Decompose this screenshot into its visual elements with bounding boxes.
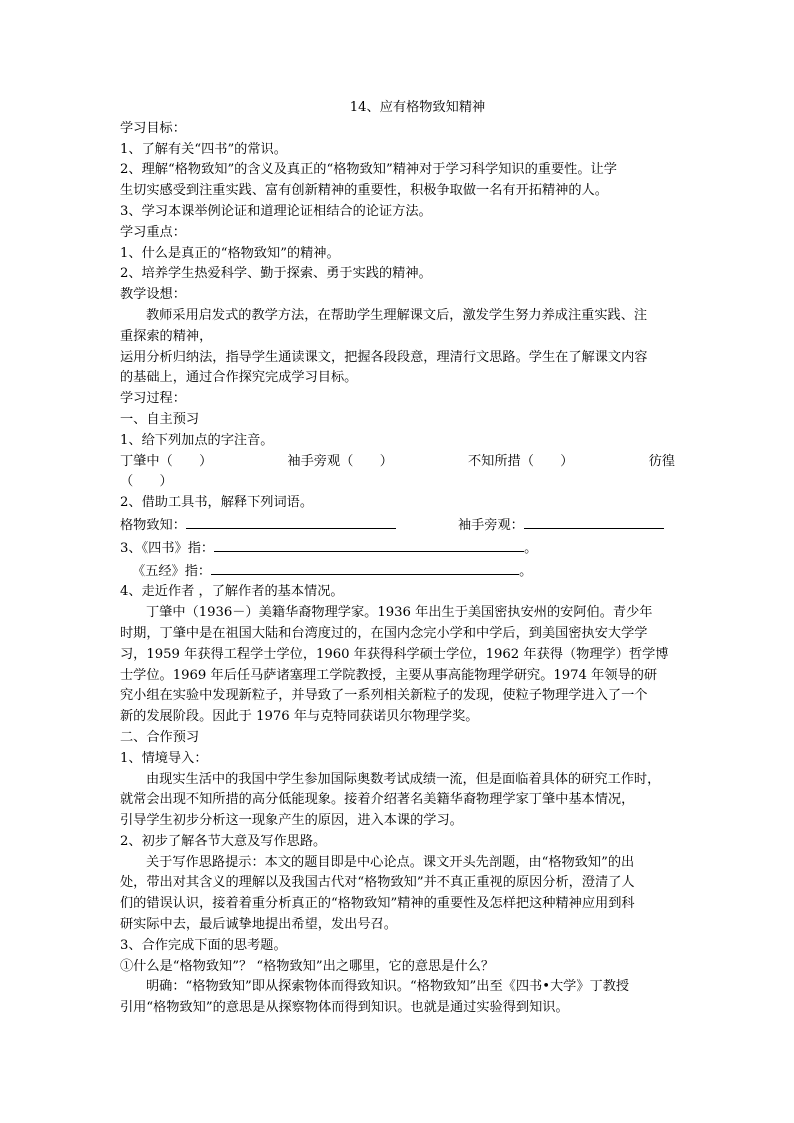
five-classics-label: 《五经》指： (132, 563, 212, 579)
design-heading: 教学设想： (120, 287, 186, 303)
answer-line: 明确：“格物致知”即从探索物体而得致知识。“格物致知”出至《四书•大学》丁教授 (146, 979, 630, 995)
part2-heading: 二、合作预习 (120, 729, 200, 745)
intro-line: 由现实生活中的我国中学生参加国际奥数考试成绩一流，但是面临着具体的研究工作时， (146, 771, 661, 787)
structure-line: 处，带出对其含义的理解以及我国古代对“格物致知”并不真正重视的原因分析，澄清了人 (120, 875, 635, 891)
answer-blank[interactable] (186, 514, 396, 529)
period: 。 (524, 540, 538, 556)
four-books-label: 3、《四书》指： (120, 540, 215, 556)
pinyin-item: 丁肇中（ ） (120, 453, 213, 469)
section-heading: 3、合作完成下面的思考题。 (120, 937, 287, 953)
pinyin-item: 彷徨 (648, 453, 675, 469)
goal-item: 3、学习本课举例论证和道理论证相结合的论证方法。 (120, 203, 432, 219)
structure-line: 们的错误认识，接着着重分析真正的“格物致知”精神的重要性及怎样把这种精神应用到科 (120, 896, 635, 912)
goal-item: 生切实感受到注重实践、富有创新精神的重要性，积极争取做一名有开拓精神的人。 (120, 183, 608, 199)
page-title: 14、应有格物致知精神 (349, 100, 486, 115)
question-pinyin: 1、给下列加点的字注音。 (120, 432, 274, 448)
design-paragraph-cont: 重探索的精神， (120, 328, 213, 344)
five-classics-row (120, 560, 675, 583)
design-paragraph-2-cont: 的基础上，通过合作探究完成学习目标。 (120, 370, 358, 386)
pinyin-item: 不知所措（ ） (468, 453, 574, 469)
question-terms: 2、借助工具书，解释下列词语。 (120, 495, 314, 511)
goal-item: 2、理解“格物致知”的含义及真正的“格物致知”精神对于学习科学知识的重要性。让学 (120, 162, 617, 178)
bio-line: 士学位。1969 年后任马萨诸塞理工学院教授，主要从事高能物理学研究。1974 年领导的研 (120, 667, 658, 683)
terms-row (120, 514, 675, 537)
answer-line: 引用“格物致知”的意思是从探察物体而得到知识。也就是通过实验得到知识。 (120, 1000, 569, 1016)
design-paragraph: 教师采用启发式的教学方法，在帮助学生理解课文后，激发学生努力养成注重实践、注 (146, 307, 648, 323)
intro-line: 引导学生初步分析这一现象产生的原因，进入本课的学习。 (120, 813, 463, 829)
part1-heading: 一、自主预习 (120, 411, 200, 427)
question-author: 4、走近作者 ，了解作者的基本情况。 (120, 584, 344, 600)
focus-heading: 学习重点： (120, 224, 186, 240)
bio-line: 习，1959 年获得工程学士学位，1960 年获得科学硕士学位，1962 年获得（物理学）哲学博 (120, 646, 669, 662)
pinyin-item: 袖手旁观（ ） (287, 453, 393, 469)
bio-line: 究小组在实验中发现新粒子，并导致了一系列相关新粒子的发现，使粒子物理学进入了一个 (120, 688, 648, 704)
process-heading: 学习过程： (120, 391, 186, 407)
section-heading: 1、情境导入： (120, 750, 208, 766)
bio-line: 丁肇中（1936－）美籍华裔物理学家。1936 年出生于美国密执安州的安阿伯。青少年 (146, 605, 653, 621)
structure-line: 关于写作思路提示：本文的题目即是中心论点。课文开头先剖题，由“格物致知”的出 (146, 854, 635, 870)
intro-line: 就常会出现不知所措的高分低能现象。接着介绍著名美籍华裔物理学家丁肇中基本情况， (120, 792, 635, 808)
design-paragraph-2: 运用分析归纳法，指导学生通读课文，把握各段段意，理清行文思路。学生在了解课文内容 (120, 349, 648, 365)
bio-line: 时期，丁肇中是在祖国大陆和台湾度过的，在国内念完小学和中学后，到美国密执安大学学 (120, 625, 648, 641)
focus-item: 1、什么是真正的“格物致知”的精神。 (120, 245, 340, 261)
answer-blank[interactable] (524, 514, 664, 529)
pinyin-tail: （ ） (120, 474, 173, 490)
section-heading: 2、初步了解各节大意及写作思路。 (120, 833, 327, 849)
answer-blank[interactable] (214, 537, 524, 552)
pinyin-row (120, 452, 675, 473)
bio-line: 新的发展阶段。因此于 1976 年与克特同获诺贝尔物理学奖。 (120, 709, 479, 725)
term-label: 格物致知： (120, 517, 186, 533)
period: 。 (519, 563, 533, 579)
focus-item: 2、培养学生热爱科学、勤于探索、勇于实践的精神。 (120, 266, 432, 282)
question-line: ①什么是“格物致知”？ “格物致知”出之哪里，它的意思是什么？ (120, 958, 495, 974)
document-page (120, 98, 675, 1019)
four-books-row (120, 537, 675, 560)
structure-line: 研实际中去，最后诚挚地提出希望，发出号召。 (120, 917, 397, 933)
goals-heading: 学习目标： (120, 120, 186, 136)
goal-item: 1、了解有关“四书”的常识。 (120, 141, 287, 157)
answer-blank[interactable] (211, 560, 519, 575)
term-label: 袖手旁观： (457, 517, 524, 533)
